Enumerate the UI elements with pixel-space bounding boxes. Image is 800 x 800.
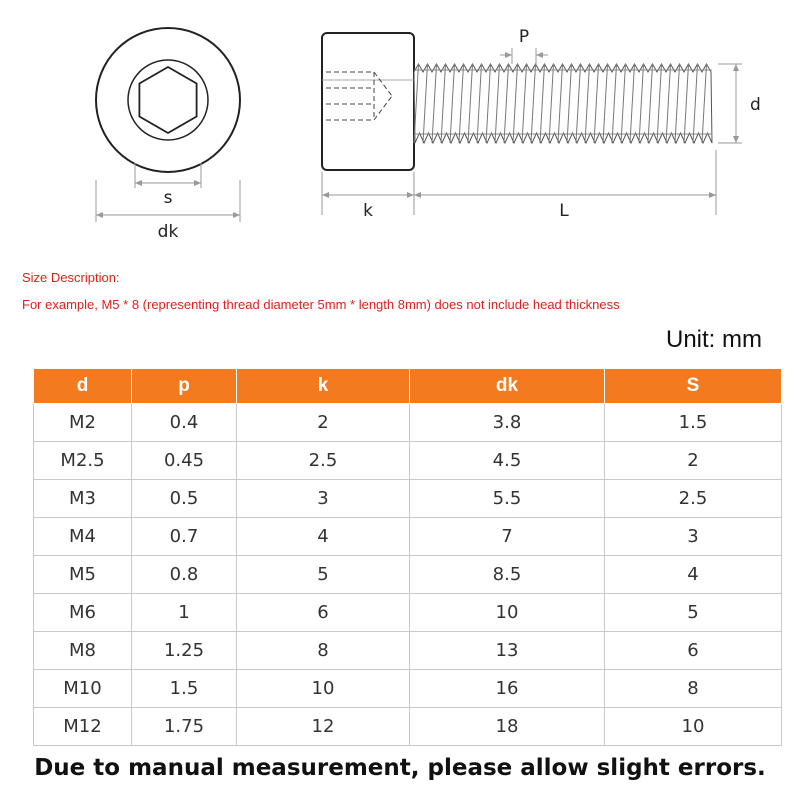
table-row bbox=[34, 632, 782, 670]
cell-dk: 18 bbox=[410, 708, 605, 746]
table-body bbox=[34, 404, 782, 746]
cell-s: 5 bbox=[605, 594, 782, 632]
dim-label-dk: dk bbox=[157, 222, 179, 242]
column-header-d: d bbox=[34, 369, 132, 404]
table-row bbox=[34, 518, 782, 556]
cell-p: 1.75 bbox=[132, 708, 237, 746]
table-row bbox=[34, 594, 782, 632]
cell-s: 2.5 bbox=[605, 480, 782, 518]
table-row bbox=[34, 708, 782, 746]
cell-d: M6 bbox=[34, 594, 132, 632]
cell-dk: 8.5 bbox=[410, 556, 605, 594]
cell-k: 4 bbox=[237, 518, 410, 556]
size-description-heading: Size Description: bbox=[22, 270, 120, 285]
dim-label-s: s bbox=[163, 188, 173, 208]
cell-k: 5 bbox=[237, 556, 410, 594]
spec-table bbox=[33, 368, 782, 746]
size-description-example: For example, M5 * 8 (representing thread diameter 5mm * length 8mm) does not include head thickness bbox=[22, 297, 620, 312]
cell-d: M4 bbox=[34, 518, 132, 556]
cell-s: 6 bbox=[605, 632, 782, 670]
cell-k: 8 bbox=[237, 632, 410, 670]
unit-label: Unit: mm bbox=[666, 326, 762, 353]
cell-d: M3 bbox=[34, 480, 132, 518]
cell-d: M12 bbox=[34, 708, 132, 746]
table-row bbox=[34, 404, 782, 442]
cell-s: 1.5 bbox=[605, 404, 782, 442]
cell-p: 1.25 bbox=[132, 632, 237, 670]
cell-s: 2 bbox=[605, 442, 782, 480]
table-header-row bbox=[34, 369, 782, 404]
table-row bbox=[34, 442, 782, 480]
cell-p: 1.5 bbox=[132, 670, 237, 708]
cell-dk: 16 bbox=[410, 670, 605, 708]
size-description bbox=[22, 264, 792, 318]
dim-label-l: L bbox=[559, 201, 569, 221]
cell-d: M2 bbox=[34, 404, 132, 442]
cell-dk: 4.5 bbox=[410, 442, 605, 480]
cell-p: 0.4 bbox=[132, 404, 237, 442]
screw-diagram bbox=[0, 0, 800, 250]
cell-dk: 7 bbox=[410, 518, 605, 556]
cell-s: 3 bbox=[605, 518, 782, 556]
cell-s: 4 bbox=[605, 556, 782, 594]
cell-d: M2.5 bbox=[34, 442, 132, 480]
cell-s: 8 bbox=[605, 670, 782, 708]
cell-p: 0.5 bbox=[132, 480, 237, 518]
dim-label-k: k bbox=[363, 201, 373, 221]
cell-k: 10 bbox=[237, 670, 410, 708]
cell-k: 12 bbox=[237, 708, 410, 746]
cell-k: 2.5 bbox=[237, 442, 410, 480]
cell-dk: 5.5 bbox=[410, 480, 605, 518]
cell-dk: 13 bbox=[410, 632, 605, 670]
measurement-disclaimer: Due to manual measurement, please allow slight errors. bbox=[34, 755, 766, 781]
column-header-dk: dk bbox=[410, 369, 605, 404]
column-header-p: p bbox=[132, 369, 237, 404]
table-row bbox=[34, 556, 782, 594]
cell-p: 0.45 bbox=[132, 442, 237, 480]
cell-k: 6 bbox=[237, 594, 410, 632]
cell-dk: 3.8 bbox=[410, 404, 605, 442]
column-header-k: k bbox=[237, 369, 410, 404]
cell-p: 0.8 bbox=[132, 556, 237, 594]
cell-k: 2 bbox=[237, 404, 410, 442]
cell-d: M10 bbox=[34, 670, 132, 708]
dim-label-d: d bbox=[750, 95, 761, 115]
cell-k: 3 bbox=[237, 480, 410, 518]
table-row bbox=[34, 670, 782, 708]
cell-p: 0.7 bbox=[132, 518, 237, 556]
screw-side-view bbox=[322, 33, 742, 215]
table-row bbox=[34, 480, 782, 518]
cell-d: M8 bbox=[34, 632, 132, 670]
cell-d: M5 bbox=[34, 556, 132, 594]
dim-label-p: P bbox=[518, 27, 530, 47]
cell-p: 1 bbox=[132, 594, 237, 632]
column-header-s: S bbox=[605, 369, 782, 404]
cell-dk: 10 bbox=[410, 594, 605, 632]
cell-s: 10 bbox=[605, 708, 782, 746]
